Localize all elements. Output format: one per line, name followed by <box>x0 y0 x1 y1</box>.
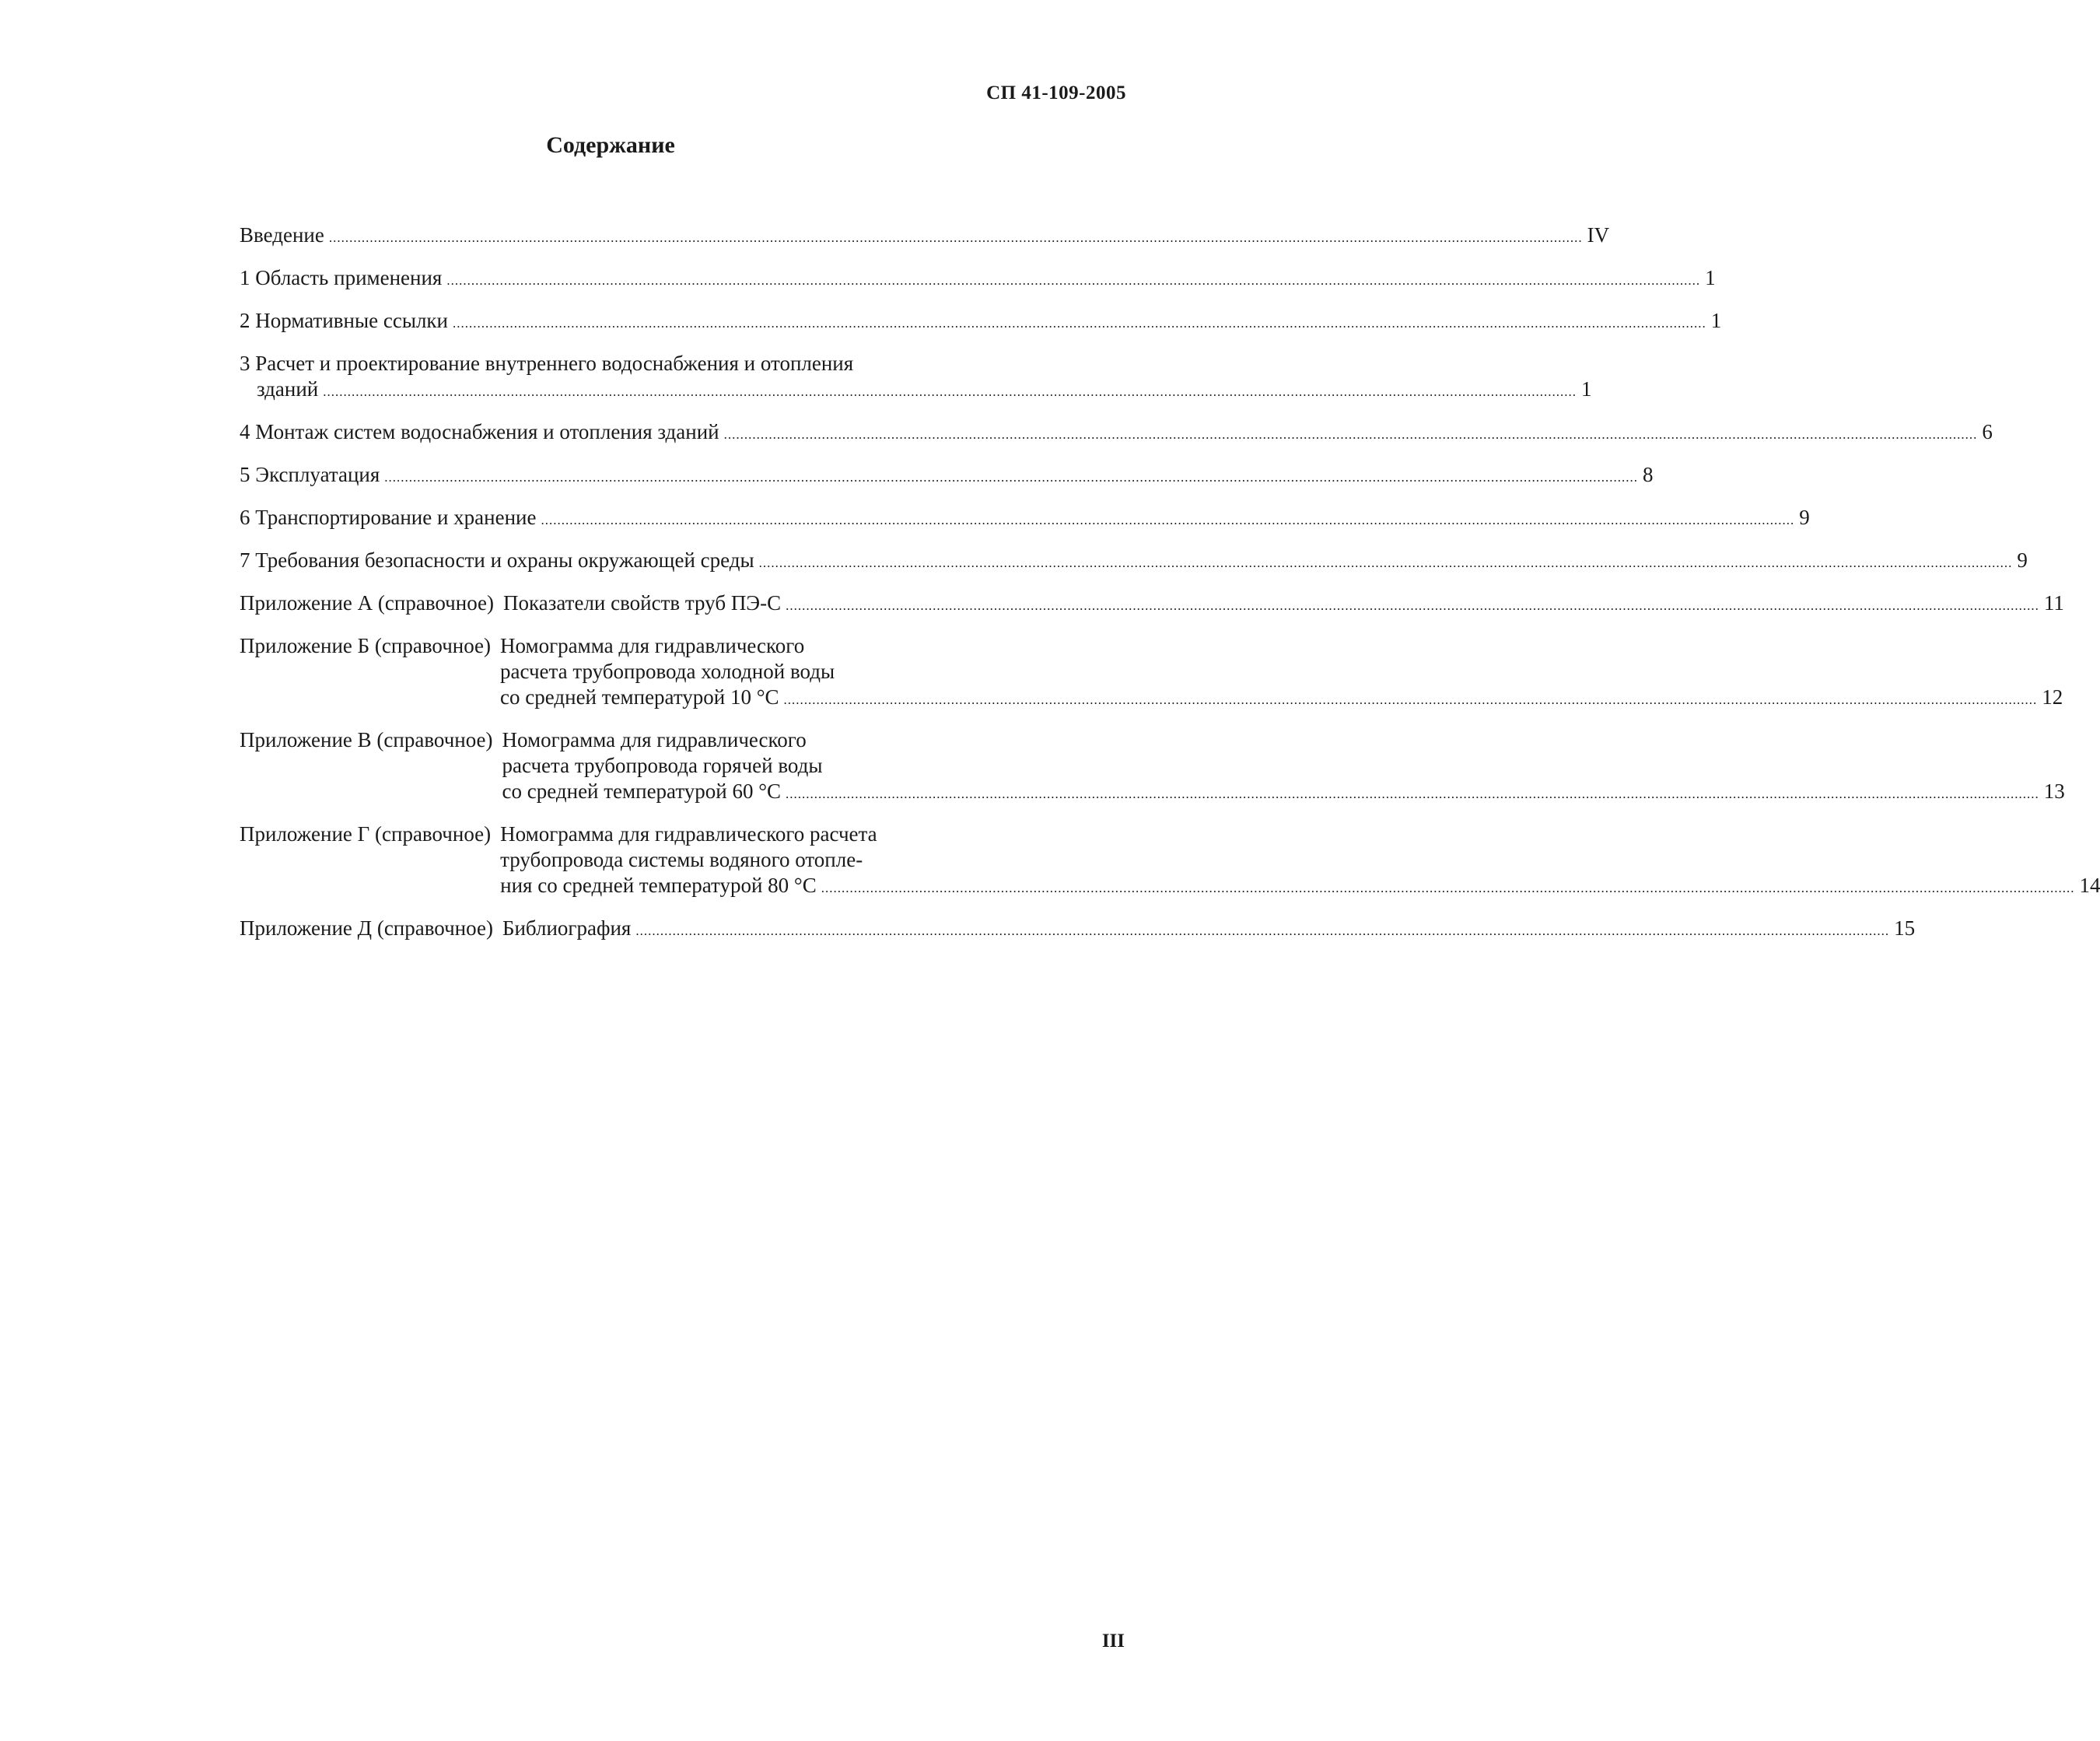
toc-page-number: 1 <box>1581 377 1592 401</box>
toc-entry-section-7[interactable] <box>240 548 2028 573</box>
toc-entry-title-continued: зданий <box>257 377 319 401</box>
appendix-title-continued: расчета трубопровода горячей воды <box>502 754 823 777</box>
toc-page-number: 9 <box>1799 506 1810 529</box>
dot-leader <box>329 225 1583 250</box>
dot-leader <box>323 379 1577 405</box>
appendix-title-continued: со средней температурой 60 °С <box>502 779 782 803</box>
appendix-title-continued: расчета трубопровода холодной воды <box>500 660 835 683</box>
toc-entry-section-2[interactable] <box>240 308 1722 334</box>
toc-entry-section-4[interactable] <box>240 419 1993 445</box>
toc-entry-title: 4 Монтаж систем водоснабжения и отопления зданий <box>240 420 719 443</box>
dot-leader <box>784 687 2038 713</box>
dot-leader <box>759 550 2013 576</box>
appendix-label: Приложение А (справочное) <box>240 591 495 615</box>
appendix-title: Номограмма для гидравлического <box>502 728 807 751</box>
page-title: Содержание <box>546 132 675 158</box>
toc-page-number: 11 <box>2043 591 2064 615</box>
toc-page-number: 15 <box>1894 916 1916 940</box>
document-code: СП 41-109-2005 <box>986 82 1126 103</box>
toc-page-number: 13 <box>2043 779 2065 803</box>
toc-entry-section-6[interactable] <box>240 505 1810 531</box>
toc-entry-section-1[interactable] <box>240 265 1716 291</box>
dot-leader <box>446 268 1700 293</box>
table-of-contents <box>240 222 2100 941</box>
toc-entry-appendix-d[interactable] <box>240 916 1916 941</box>
toc-page-number: 9 <box>2017 548 2028 572</box>
toc-page-number: 1 <box>1710 309 1722 332</box>
toc-entry-title: 3 Расчет и проектирование внутреннего водоснабжения и отопления <box>240 352 854 375</box>
appendix-title: Номограмма для гидравлического расчета <box>500 822 877 846</box>
appendix-title: Номограмма для гидравлического <box>500 634 805 657</box>
dot-leader <box>384 464 1638 490</box>
dot-leader <box>786 781 2039 807</box>
appendix-label: Приложение Б (справочное) <box>240 634 492 657</box>
dot-leader <box>821 875 2075 901</box>
appendix-title-continued: ния со средней температурой 80 °С <box>500 874 817 897</box>
toc-entry-title: 7 Требования безопасности и охраны окружающей среды <box>240 548 754 572</box>
toc-entry-title: Введение <box>240 223 324 247</box>
appendix-title: Библиография <box>502 916 632 940</box>
appendix-label: Приложение Г (справочное) <box>240 822 492 846</box>
toc-entry-appendix-g[interactable] <box>240 821 2100 899</box>
toc-page-number: 8 <box>1643 463 1654 486</box>
toc-entry-title: 1 Область применения <box>240 266 443 289</box>
appendix-label: Приложение В (справочное) <box>240 728 493 751</box>
appendix-title: Показатели свойств труб ПЭ-С <box>503 591 782 615</box>
toc-entry-title: 5 Эксплуатация <box>240 463 380 486</box>
toc-page-number: 14 <box>2079 874 2100 897</box>
toc-page-number: 6 <box>1982 420 1993 443</box>
toc-page-number: IV <box>1587 223 1610 247</box>
toc-entry-section-3[interactable] <box>240 351 1592 402</box>
dot-leader <box>635 918 1889 944</box>
appendix-label: Приложение Д (справочное) <box>240 916 493 940</box>
toc-entry-appendix-b[interactable] <box>240 633 2063 710</box>
toc-entry-appendix-v[interactable] <box>240 727 2065 804</box>
toc-entry-title: 2 Нормативные ссылки <box>240 309 448 332</box>
toc-page-number: 12 <box>2042 685 2063 709</box>
toc-entry-section-5[interactable] <box>240 462 1654 488</box>
toc-entry-title: 6 Транспортирование и хранение <box>240 506 537 529</box>
dot-leader <box>541 507 1794 533</box>
appendix-title-continued: со средней температурой 10 °С <box>500 685 779 709</box>
appendix-title-continued: трубопровода системы водяного отопле- <box>500 848 863 871</box>
dot-leader <box>786 593 2039 618</box>
dot-leader <box>453 310 1706 336</box>
dot-leader <box>724 422 1978 447</box>
toc-entry-introduction[interactable] <box>240 222 1610 248</box>
toc-page-number: 1 <box>1705 266 1716 289</box>
toc-entry-appendix-a[interactable] <box>240 590 2064 616</box>
page-number: III <box>1101 1631 1125 1652</box>
